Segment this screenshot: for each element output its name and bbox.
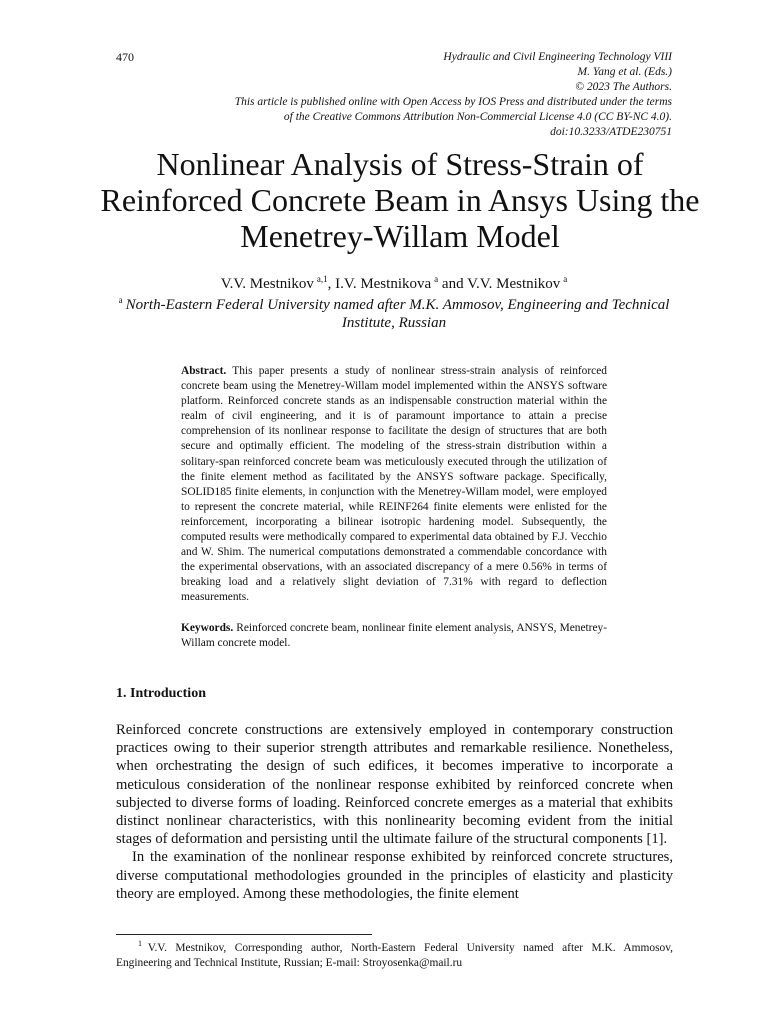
copyright-line: © 2023 The Authors. bbox=[575, 81, 672, 93]
keywords-text: Reinforced concrete beam, nonlinear finite element analysis, ANSYS, Menetrey-Willam concrete model. bbox=[181, 622, 608, 650]
abstract-text: This paper presents a study of nonlinear stress-strain analysis of reinforced concrete beam using the Menetrey-Willam model implemented within the ANSYS software platform. Reinforced concrete stands as an indispensable construction material within the realm of civil engineering, and it is of paramount importance to attain a precise comprehension of its nonlinear response to facilitate the design of structures that are both secure and optimally efficient. The modeling of the stress-strain distribution within a solitary-span reinforced concrete beam was meticulously executed through the utilization of the finite element method as facilitated by the ANSYS software package. Specifically, SOLID185 finite elements, in conjunction with the Menetrey-Willam model, were employed to represent the concrete material, while REINF264 finite elements were enlisted for the reinforcement, incorporating a bilinear isotropic hardening model. Subsequently, the computed results were methodically compared to experimental data obtained by F.J. Vecchio and W. Shim. The numerical computations demonstrated a commendable concordance with the experimental observations, with an associated discrepancy of a mere 0.56% in terms of breaking load and a relatively slight deviation of 7.31% with regard to deflection measurements. bbox=[181, 365, 607, 604]
abstract bbox=[181, 364, 607, 606]
affiliation bbox=[116, 296, 672, 332]
affiliation-text: North-Eastern Federal University named after M.K. Ammosov, Engineering and Technical Institute, Russian bbox=[125, 297, 670, 331]
body-paragraph: In the examination of the nonlinear response exhibited by reinforced concrete structures, diverse computational methodologies grounded in the principles of elasticity and plasticity theory are employed. Among these methodologies, the finite element bbox=[116, 849, 673, 902]
doi-line: doi:10.3233/ATDE230751 bbox=[550, 126, 672, 138]
author-list bbox=[116, 275, 672, 293]
footnote bbox=[116, 941, 673, 971]
abstract-label: Abstract. bbox=[181, 365, 227, 377]
body-paragraph: Reinforced concrete constructions are extensively employed in contemporary construction practices owing to their superior strength attributes and remarkable resilience. Nonetheless, when orchestrating the design of such edifices, it becomes imperative to incorporate a meticulous consideration of the nonlinear response exhibited by reinforced concrete when subjected to diverse forms of loading. Reinforced concrete emerges as a material that exhibits distinct nonlinear characteristics, with this nonlinearity becoming evident from the initial stages of deformation and persisting until the ultimate failure of the structural components [1]. bbox=[116, 722, 673, 848]
keywords bbox=[181, 621, 607, 651]
author-name: I.V. Mestnikova bbox=[335, 276, 432, 292]
author-name: V.V. Mestnikov bbox=[467, 276, 561, 292]
author-name: V.V. Mestnikov bbox=[220, 276, 314, 292]
author-separator: and bbox=[438, 276, 468, 292]
footnote-text: V.V. Mestnikov, Corresponding author, North-Eastern Federal University named after M.K. Ammosov, Engineering and Technical Institute, Russian; E-mail: Stroyosenka@mail.ru bbox=[116, 942, 673, 969]
section-heading-introduction: 1. Introduction bbox=[116, 686, 206, 701]
page-number: 470 bbox=[116, 50, 134, 64]
author-affiliation-mark: a bbox=[434, 274, 439, 284]
footnote-mark: 1 bbox=[138, 939, 142, 949]
proceedings-title: Hydraulic and Civil Engineering Technology VIII bbox=[443, 51, 672, 63]
affiliation-mark: a bbox=[118, 295, 123, 305]
footnote-divider bbox=[116, 934, 372, 935]
license-line-1: This article is published online with Open Access by IOS Press and distributed under the terms bbox=[234, 96, 672, 108]
author-affiliation-mark: a bbox=[563, 274, 568, 284]
introduction-body bbox=[116, 721, 673, 903]
author-affiliation-mark: a,1 bbox=[316, 274, 328, 284]
editors-line: M. Yang et al. (Eds.) bbox=[577, 66, 672, 78]
publication-header bbox=[112, 50, 672, 140]
license-line-2: of the Creative Commons Attribution Non-Commercial License 4.0 (CC BY-NC 4.0). bbox=[283, 111, 672, 123]
author-separator: , bbox=[327, 276, 336, 292]
paper-title: Nonlinear Analysis of Stress-Strain of Reinforced Concrete Beam in Ansys Using the Menetrey-Willam Model bbox=[100, 146, 700, 254]
keywords-label: Keywords. bbox=[181, 622, 234, 634]
